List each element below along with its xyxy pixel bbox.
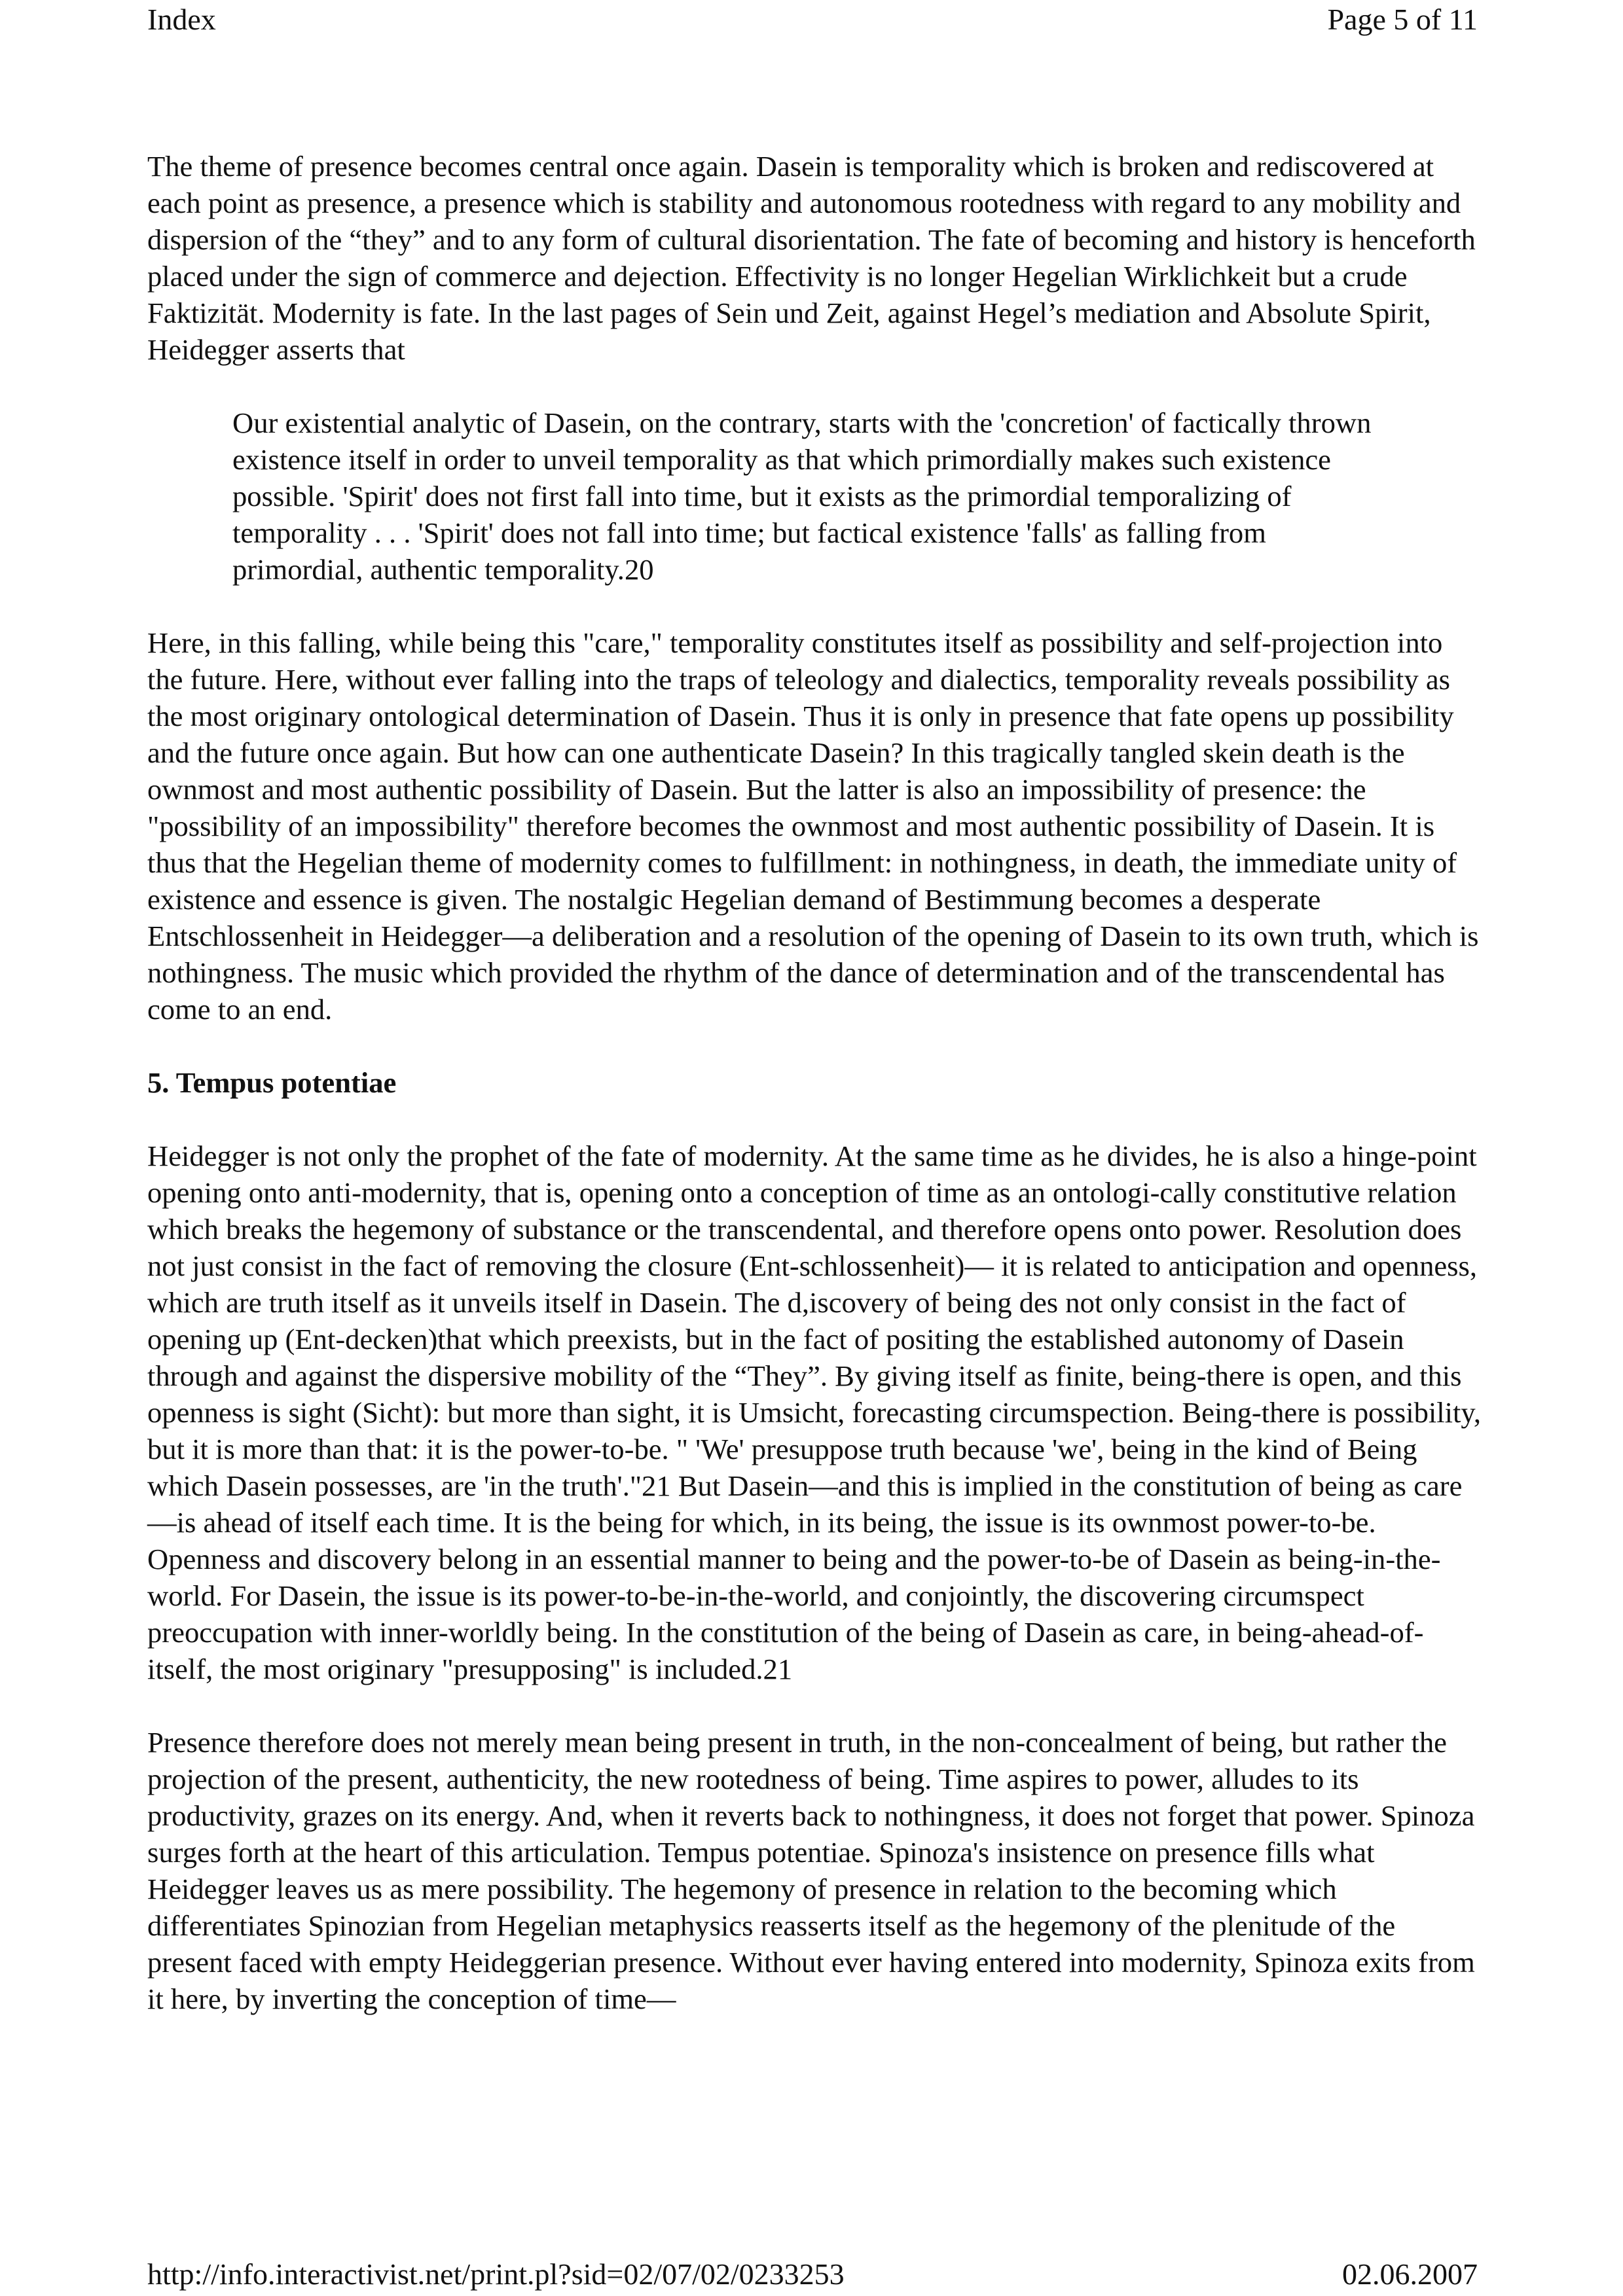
block-quote-heidegger: Our existential analytic of Dasein, on the contrary, starts with the 'concretion' of factically thrown existence itself in order to unveil temporality as that which primordially makes such existence possible. 'Spirit' does not first fall into time, but it exists as the primordial temporalizing of temporality . . . 'Spirit' does not fall into time; but factical existence 'falls' as falling from primordial, authentic temporality.20 <box>232 406 1372 586</box>
paragraph-presence-truth: Presence therefore does not merely mean being present in truth, in the non-concealment of being, but rather the projection of the present, authenticity, the new rootedness of being. Time aspires to power, alludes to its productivity, grazes on its energy. And, when it reverts back to nothingness, it does not forget that power. Spinoza surges forth at the heart of this articulation. Tempus potentiae. Spinoza's insistence on presence fills what Heidegger leaves us as mere possibility. The hegemony of presence in relation to the becoming which differentiates Spinozian from Hegelian metaphysics reasserts itself as the hegemony of the plenitude of the present faced with empty Heideggerian presence. Without ever having entered into modernity, Spinoza exits from it here, by inverting the conception of time— <box>147 1726 1475 2015</box>
document-body <box>147 148 1483 2054</box>
page-number: Page 5 of 11 <box>1327 3 1478 36</box>
footer-url: http://info.interactivist.net/print.pl?sid=02/07/02/0233253 <box>147 2257 845 2291</box>
paragraph-falling: Here, in this falling, while being this "care," temporality constitutes itself as possibility and self-projection into the future. Here, without ever falling into the traps of teleology and dialectics, temporality reveals possibility as the most originary ontological determination of Dasein. Thus it is only in presence that fate opens up possibility and the future once again. But how can one authenticate Dasein? In this tragically tangled skein death is the ownmost and most authentic possibility of Dasein. But the latter is also an impossibility of presence: the "possibility of an impossibility" therefore becomes the ownmost and most authentic possibility of Dasein. It is thus that the Hegelian theme of modernity comes to fulfillment: in nothingness, in death, the immediate unity of existence and essence is given. The nostalgic Hegelian demand of Bestimmung becomes a desperate Entschlossenheit in Heidegger—a deliberation and a resolution of the opening of Dasein to its own truth, which is nothingness. The music which provided the rhythm of the dance of determination and of the transcendental has come to an end. <box>147 626 1479 1026</box>
section-heading: 5. Tempus potentiae <box>147 1066 397 1099</box>
header-title: Index <box>147 3 216 36</box>
footer-date: 02.06.2007 <box>1342 2257 1478 2291</box>
paragraph-presence: The theme of presence becomes central once again. Dasein is temporality which is broken and rediscovered at each point as presence, a presence which is stability and autonomous rootedness with regard to any mobility and dispersion of the “they” and to any form of cultural disorientation. The fate of becoming and history is henceforth placed under the sign of commerce and dejection. Effectivity is no longer Hegelian Wirklichkeit but a crude Faktizität. Modernity is fate. In the last pages of Sein und Zeit, against Hegel’s mediation and Absolute Spirit, Heidegger asserts that <box>147 150 1476 366</box>
paragraph-heidegger-prophet: Heidegger is not only the prophet of the fate of modernity. At the same time as he divides, he is also a hinge-point opening onto anti-modernity, that is, opening onto a conception of time as an ontologi-cally constitutive relation which breaks the hegemony of substance or the transcendental, and therefore opens onto power. Resolution does not just consist in the fact of removing the closure (Ent-schlossenheit)— it is related to anticipation and openness, which are truth itself as it unveils itself in Dasein. The d,iscovery of being des not only consist in the fact of opening up (Ent-decken)that which preexists, but in the fact of positing the established autonomy of Dasein through and against the dispersive mobility of the “They”. By giving itself as finite, being-there is open, and this openness is sight (Sicht): but more than sight, it is Umsicht, forecasting circumspection. Being-there is possibility, but it is more than that: it is the power-to-be. " 'We' presuppose truth because 'we', being in the kind of Being which Dasein possesses, are 'in the truth'."21 But Dasein—and this is implied in the constitution of being as care—is ahead of itself each time. It is the being for which, in its being, the issue is its ownmost power-to-be. Openness and discovery belong in an essential manner to being and the power-to-be of Dasein as being-in-the-world. For Dasein, the issue is its power-to-be-in-the-world, and conjointly, the discovering circumspect preoccupation with inner-worldly being. In the constitution of the being of Dasein as care, in being-ahead-of-itself, the most originary "presupposing" is included.21 <box>147 1139 1481 1685</box>
